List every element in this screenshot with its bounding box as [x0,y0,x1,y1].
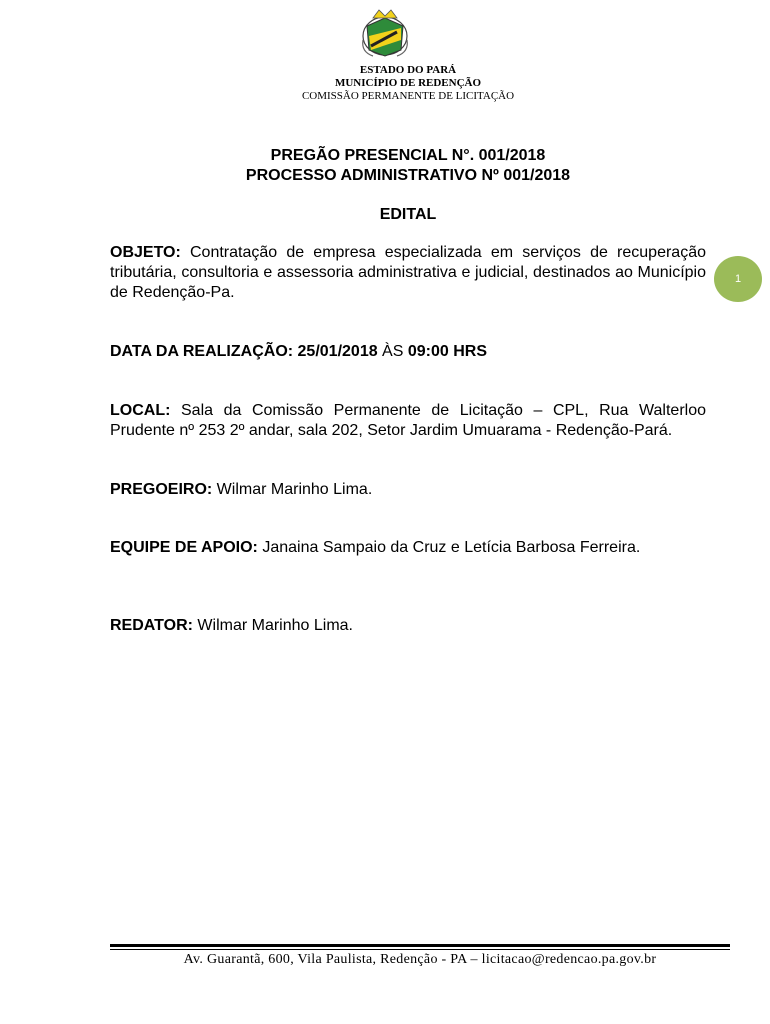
page-number-badge: 1 [714,256,762,302]
pregoeiro-line [110,480,706,500]
objeto-text: Contratação de empresa especializada em serviços de recuperação tributária, consultoria e assessoria administrativa e judicial, destinados ao Município de Redenção-Pa. [110,244,706,301]
footer-rule-thin [110,949,730,950]
pregoeiro-text: Wilmar Marinho Lima. [212,481,373,498]
header-commission: COMISSÃO PERMANENTE DE LICITAÇÃO [301,90,515,102]
data-realizacao-connector: ÀS [377,343,408,360]
pregoeiro-label: PREGOEIRO: [110,481,213,498]
redator-line [110,616,706,636]
equipe-text: Janaina Sampaio da Cruz e Letícia Barbosa Ferreira. [257,539,641,556]
processo-title: PROCESSO ADMINISTRATIVO Nº 001/2018 [245,167,571,184]
data-realizacao-label: DATA DA REALIZAÇÃO: 25/01/2018 [110,343,378,360]
redator-text: Wilmar Marinho Lima. [192,617,353,634]
edital-title: EDITAL [379,206,437,223]
local-label: LOCAL: [110,402,171,419]
data-realizacao-time: 09:00 HRS [407,343,487,360]
header-municipality: MUNICÍPIO DE REDENÇÃO [334,77,482,89]
pregao-title: PREGÃO PRESENCIAL N°. 001/2018 [270,147,546,164]
objeto-paragraph [110,243,706,303]
objeto-label: OBJETO: [110,244,181,261]
footer-address: Av. Guarantã, 600, Vila Paulista, Redenção - PA – licitacao@redencao.pa.gov.br [183,952,657,967]
footer-rule-thick [110,944,730,947]
equipe-label: EQUIPE DE APOIO: [110,539,258,556]
local-text: Sala da Comissão Permanente de Licitação – CPL, Rua Walterloo Prudente nº 253 2º andar, sala 202, Setor Jardim Umuarama - Redenção-Pará. [110,402,706,439]
municipal-coat-of-arms-icon [357,6,413,60]
header-state: ESTADO DO PARÁ [359,64,457,76]
data-realizacao-line [110,342,706,362]
redator-label: REDATOR: [110,617,193,634]
equipe-paragraph [110,538,706,558]
local-paragraph [110,401,706,441]
